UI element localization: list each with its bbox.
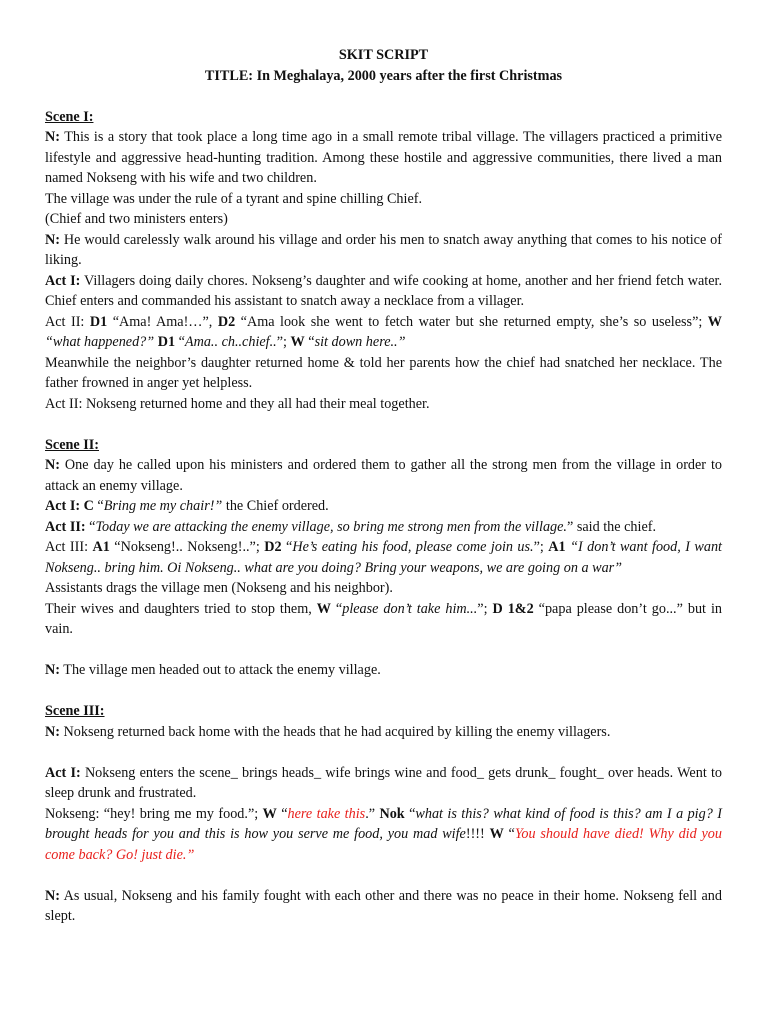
- scene-1-act-1: Act I: Villagers doing daily chores. Nokseng’s daughter and wife cooking at home, another and her friend fetch water. Chief enters and commanded his assistant to snatch away a necklace from a villager.: [45, 272, 722, 309]
- scene-3-heading: Scene III:: [45, 703, 105, 719]
- document-subtitle: TITLE: In Meghalaya, 2000 years after the first Christmas: [204, 67, 563, 84]
- blank-line: [45, 865, 722, 886]
- scene-1-enters-line: (Chief and two ministers enters): [45, 211, 228, 227]
- scene-1-meanwhile: Meanwhile the neighbor’s daughter returned home & told her parents how the chief had snatched her necklace. The father frowned in anger yet helpless.: [45, 354, 722, 391]
- scene-2-act-3: Act III: A1 “Nokseng!.. Nokseng!..”; D2 “He’s eating his food, please come join us.”; A1 “I don’t want food, I want Nokseng.. bring him. Oi Nokseng.. what are you doing? Bring your weapons, we are going on a war”: [45, 539, 722, 576]
- scene-2-assistants: Assistants drags the village men (Nokseng and his neighbor).: [45, 580, 393, 596]
- document-title: SKIT SCRIPT: [338, 47, 429, 63]
- blank-line: [45, 742, 722, 763]
- speaker-label: N:: [45, 129, 60, 145]
- blank-line: [45, 681, 722, 702]
- scene-2-narration-2: N: The village men headed out to attack the enemy village.: [45, 662, 381, 678]
- scene-3-narration: N: Nokseng returned back home with the heads that he had acquired by killing the enemy villagers.: [45, 723, 611, 740]
- scene-1-rule-line: The village was under the rule of a tyrant and spine chilling Chief.: [45, 190, 423, 207]
- scene-1-narration: N: This is a story that took place a long time ago in a small remote tribal village. The villagers practiced a primitive lifestyle and aggressive head-hunting tradition. Among these hostile and aggressive communities, there lived a man named Nokseng with his wife and two children.: [45, 129, 722, 186]
- scene-1-narration-2: N: He would carelessly walk around his village and order his men to snatch away anything that comes to his notice of liking.: [45, 231, 722, 268]
- blank-line: [45, 640, 722, 661]
- scene-1-heading: Scene I:: [45, 108, 94, 125]
- scene-3-narration-2: N: As usual, Nokseng and his family fought with each other and there was no peace in their home. Nokseng fell and slept.: [45, 887, 722, 924]
- scene-2-act-1: Act I: C “Bring me my chair!” the Chief ordered.: [45, 498, 329, 514]
- scene-3-act-1: Act I: Nokseng enters the scene_ brings heads_ wife brings wine and food_ gets drunk_ fought_ over heads. Went to sleep drunk and frustrated.: [45, 764, 723, 801]
- blank-line: [45, 86, 722, 107]
- scene-2-wives: Their wives and daughters tried to stop them, W “please don’t take him...”; D 1&2 “papa please don’t go...” but in vain.: [45, 600, 722, 637]
- scene-2-narration: N: One day he called upon his ministers and ordered them to gather all the strong men from the village in order to attack an enemy village.: [45, 457, 722, 494]
- scene-1-act-2-dialogue: Act II: D1 “Ama! Ama!…”, D2 “Ama look she went to fetch water but she returned empty, she’s so useless”; W “what happened?” D1 “Ama.. ch..chief..”; W “sit down here..”: [45, 313, 722, 350]
- scene-2-act-2: Act II: “Today we are attacking the enemy village, so bring me strong men from the village.” said the chief.: [45, 518, 657, 535]
- scene-2-heading: Scene II:: [45, 436, 99, 453]
- scene-1-act-2-meal: Act II: Nokseng returned home and they all had their meal together.: [45, 395, 430, 412]
- blank-line: [45, 414, 722, 435]
- scene-3-dialogue: Nokseng: “hey! bring me my food.”; W “here take this.” Nok “what is this? what kind of food is this? am I a pig? I brought heads for you and this is how you serve me food, you mad wife!!!! W “You should have died! Why did you come back? Go! just die.”: [45, 805, 722, 863]
